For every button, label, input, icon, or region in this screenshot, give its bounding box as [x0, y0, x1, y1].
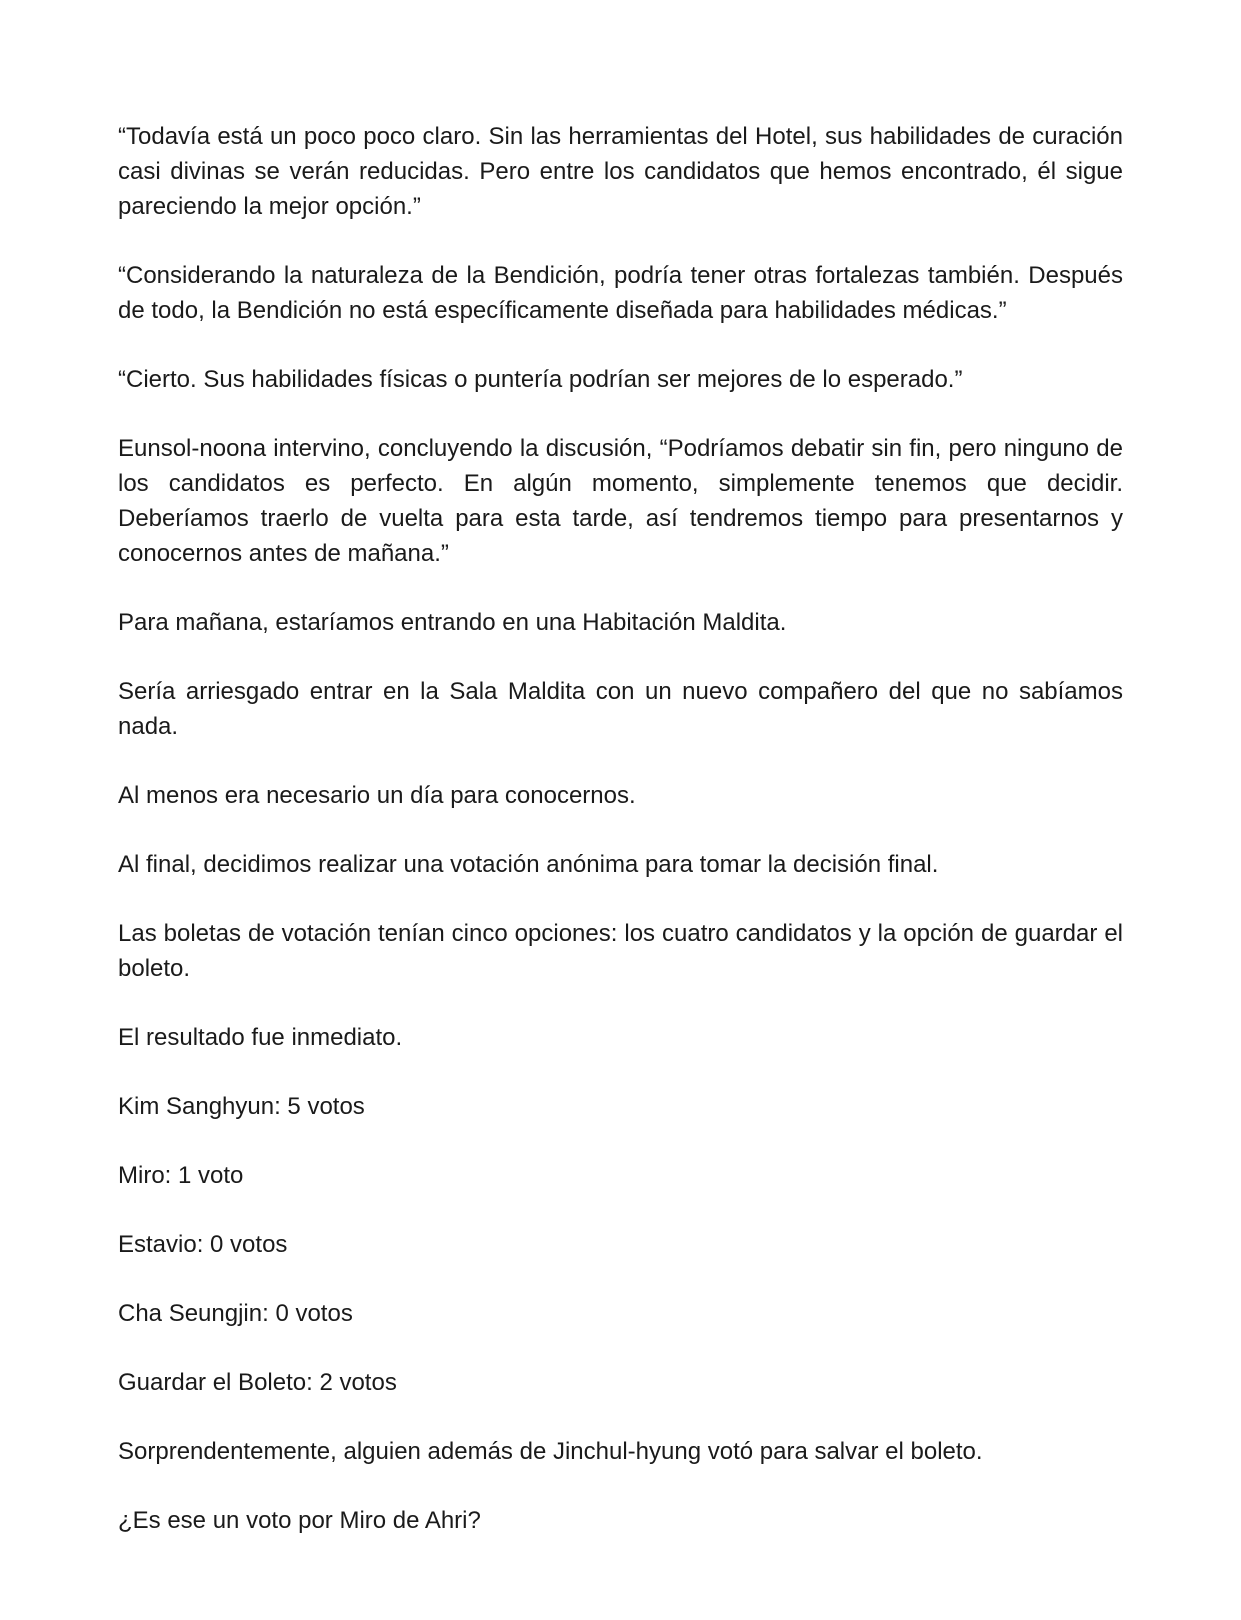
paragraph-pregunta-miro: ¿Es ese un voto por Miro de Ahri?: [118, 1507, 481, 1534]
paragraph-boletas: Las boletas de votación tenían cinco opciones: los cuatro candidatos y la opción de guardar el boleto.: [118, 920, 1123, 982]
paragraph-resultado: El resultado fue inmediato.: [118, 1024, 403, 1051]
paragraph-seria-arriesgado: Sería arriesgado entrar en la Sala Maldita con un nuevo compañero del que no sabíamos nada.: [118, 678, 1123, 740]
paragraph-eunsol: Eunsol-noona intervino, concluyendo la discusión, “Podríamos debatir sin fin, pero ninguno de los candidatos es perfecto. En algún momento, simplemente tenemos que decidir. Deberíamos traerlo de vuelta para esta tarde, así tendremos tiempo para presentarnos y conocernos antes de mañana.”: [118, 435, 1123, 567]
paragraph-considerando: “Considerando la naturaleza de la Bendición, podría tener otras fortalezas también. Después de todo, la Bendición no está específicamente diseñada para habilidades médicas.”: [118, 262, 1123, 324]
vote-line-miro: Miro: 1 voto: [118, 1162, 244, 1189]
paragraph-sorprendentemente: Sorprendentemente, alguien además de Jinchul-hyung votó para salvar el boleto.: [118, 1438, 983, 1465]
paragraph-al-menos: Al menos era necesario un día para conocernos.: [118, 782, 636, 809]
paragraph-para-manana: Para mañana, estaríamos entrando en una Habitación Maldita.: [118, 609, 787, 636]
paragraph-al-final: Al final, decidimos realizar una votación anónima para tomar la decisión final.: [118, 851, 939, 878]
vote-line-kim-sanghyun: Kim Sanghyun: 5 votos: [118, 1093, 365, 1120]
vote-line-estavio: Estavio: 0 votos: [118, 1231, 288, 1258]
vote-line-cha-seungjin: Cha Seungjin: 0 votos: [118, 1300, 353, 1327]
paragraph-todavia: “Todavía está un poco poco claro. Sin las herramientas del Hotel, sus habilidades de curación casi divinas se verán reducidas. Pero entre los candidatos que hemos encontrado, él sigue pareciendo la mejor opción.”: [118, 123, 1123, 220]
vote-line-guardar-boleto: Guardar el Boleto: 2 votos: [118, 1369, 397, 1396]
document-body: [118, 119, 1123, 1572]
paragraph-cierto: “Cierto. Sus habilidades físicas o puntería podrían ser mejores de lo esperado.”: [118, 366, 963, 393]
